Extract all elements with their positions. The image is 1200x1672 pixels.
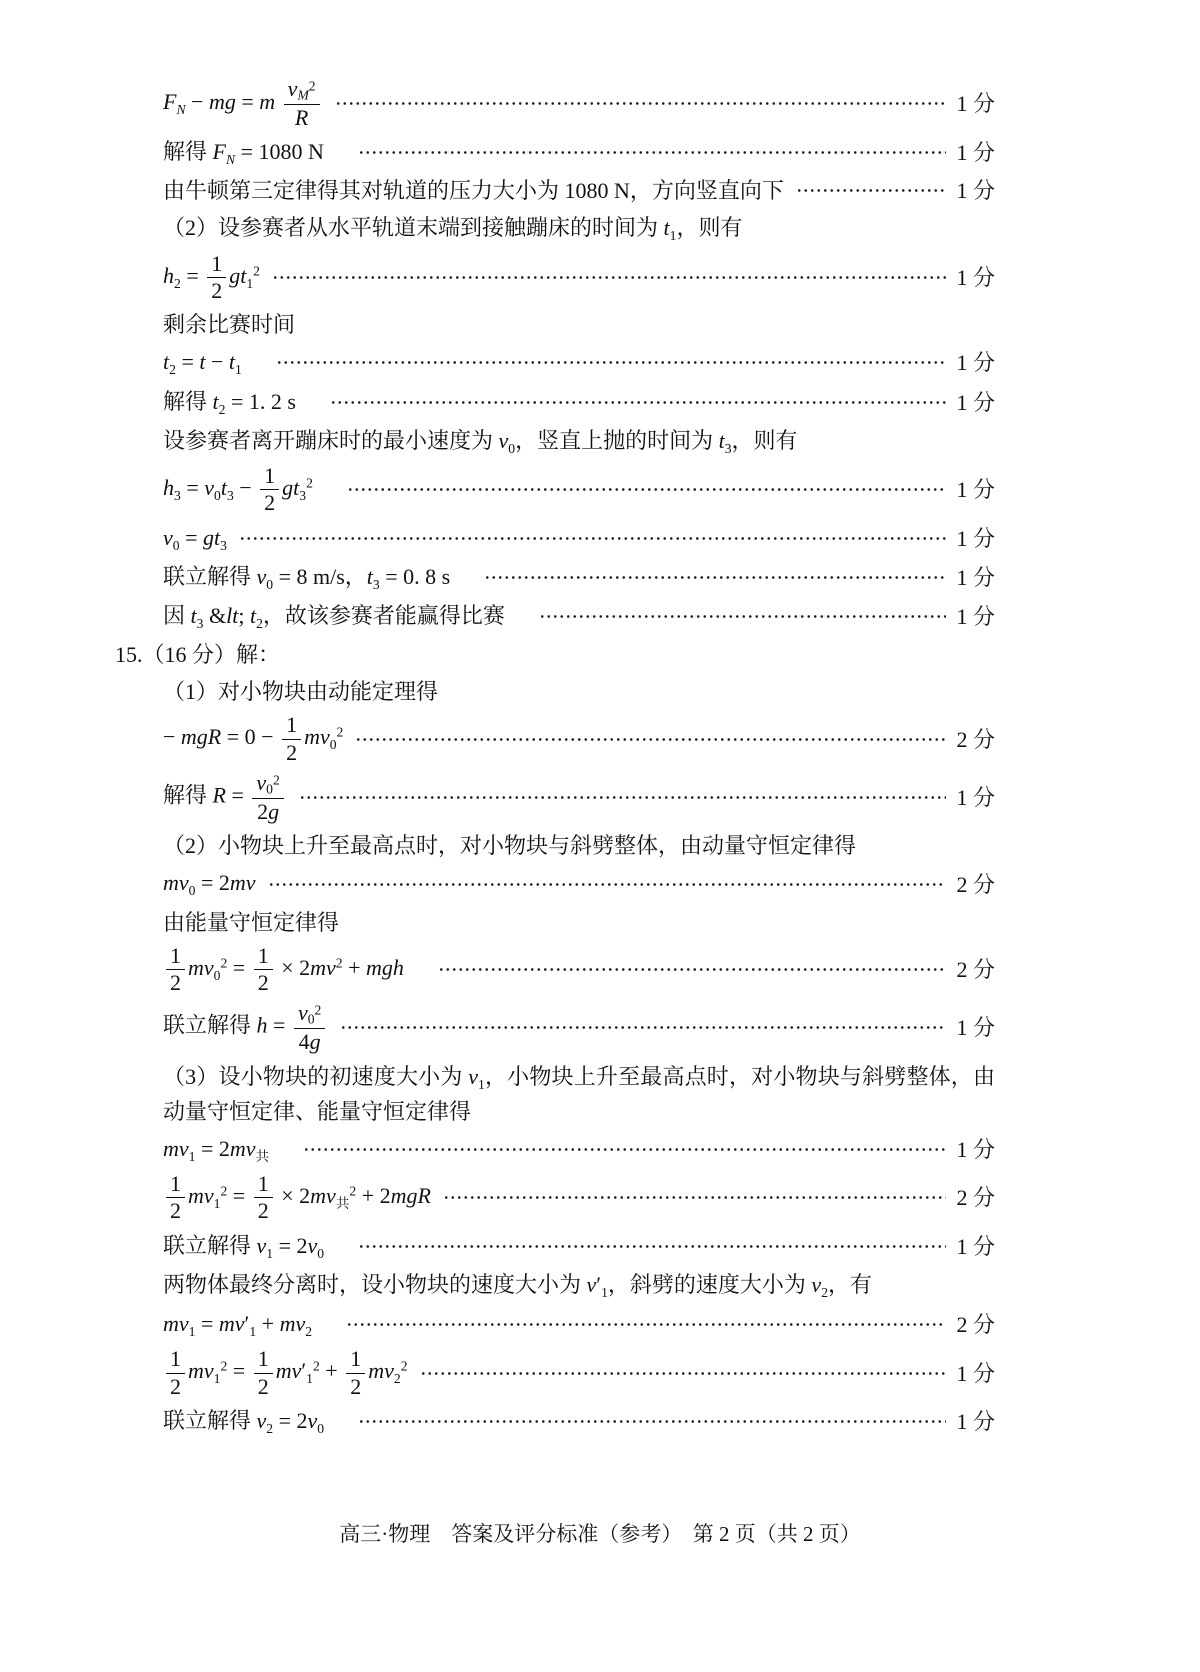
formula-text (163, 1404, 346, 1439)
answer-line (163, 675, 995, 708)
text-run: ，小物块上升至最高点时，对小物块与斜劈整体，由动量守恒定律、能量守恒定律得 (163, 1063, 995, 1124)
math-expression: $v_2$ (811, 1272, 828, 1300)
math-expression: $t_1$ (663, 215, 677, 244)
footer-text: 高三·物理 答案及评分标准（参考） 第 2 页（共 2 页） (339, 1521, 861, 1546)
math-expression: $t_3$ &lt; $t_2$ (190, 603, 263, 632)
math-expression: $v'_1$ (586, 1272, 608, 1300)
fraction: $\frac{1}{2}$ (260, 463, 279, 517)
math-expression: $t_3$ (366, 564, 380, 592)
formula-text (163, 135, 346, 170)
math-expression: $F_N$ − mg = m (163, 88, 276, 117)
text-run: 解得 (163, 782, 213, 808)
answer-line (115, 638, 995, 671)
answer-line (163, 1060, 995, 1128)
math-expression: $gt_3^2$ (282, 474, 313, 503)
score-label: 1 分 (956, 389, 995, 415)
math-expression: − mgR = 0 − (163, 724, 280, 750)
text-run: 由能量守恒定律得 (163, 909, 340, 935)
math-expression: × $2mv^2$ + mgh (275, 954, 404, 980)
math-expression: $gt_1^2$ (229, 262, 260, 291)
dotted-leader (299, 795, 947, 800)
answer-line (163, 560, 995, 595)
formula-text (163, 174, 784, 207)
dotted-leader (303, 1147, 946, 1152)
text-run: 解得 (163, 388, 213, 414)
math-expression: $t_2 = t - t_1$ (163, 349, 242, 378)
dotted-leader (276, 360, 947, 365)
fraction: $\frac{1}{2}$ (166, 1346, 185, 1400)
formula-text (163, 1064, 995, 1124)
dotted-leader (340, 1025, 946, 1030)
formula-text (163, 1000, 328, 1055)
fraction: $\frac{v_M^2}{R}$ (284, 76, 320, 131)
score-label: 1 分 (956, 350, 995, 376)
score-label: 1 分 (956, 1360, 995, 1386)
text-run: = 1080 N (235, 139, 346, 165)
math-expression: $mv_0^2$ = (188, 954, 251, 983)
text-run: ，有 (828, 1272, 873, 1297)
fraction: $\frac{v_0^2}{2g}$ (252, 770, 283, 825)
formula-text (163, 251, 260, 305)
answer-line (163, 1404, 995, 1439)
text-run: （1）对小物块由动能定理得 (163, 679, 439, 705)
score-label: 1 分 (956, 785, 995, 811)
answer-line (163, 866, 995, 901)
formula-text (163, 1132, 291, 1167)
math-expression: $h_3 = v_0t_3$ − (163, 474, 258, 503)
text-run: ，则有 (731, 427, 798, 453)
score-label: 1 分 (956, 1015, 995, 1041)
math-expression: $mv'_1^2$ + (275, 1358, 344, 1387)
math-expression: $v_1 = 2v_0$ (256, 1232, 325, 1261)
fraction: $\frac{1}{2}$ (254, 1346, 273, 1400)
text-run: 设参赛者离开蹦床时的最小速度为 (163, 427, 499, 453)
formula-text (163, 943, 426, 997)
formula-text (163, 312, 295, 337)
score-label: 1 分 (956, 178, 995, 204)
text-run: ，竖直上抛的时间为 (515, 427, 719, 453)
math-expression: $v_0$ (256, 564, 274, 592)
dotted-leader (355, 737, 946, 742)
formula-text (163, 770, 287, 825)
score-label: 1 分 (956, 565, 995, 591)
formula-text (163, 1307, 334, 1342)
answer-line (163, 251, 995, 305)
text-run: = 8 m/s， (273, 564, 367, 590)
formula-text (163, 712, 343, 766)
answer-line (163, 1346, 995, 1400)
text-run: 因 (163, 603, 191, 629)
dotted-leader (335, 101, 947, 106)
text-run: ，则有 (676, 215, 743, 241)
dotted-leader (268, 882, 947, 887)
answer-line (163, 135, 995, 170)
dotted-leader (539, 614, 947, 619)
answer-line (163, 385, 995, 420)
math-expression: R = (212, 782, 250, 808)
formula-text (163, 215, 743, 244)
text-run: （2）小物块上升至最高点时，对小物块与斜劈整体，由动量守恒定律得 (163, 833, 857, 859)
dotted-leader (272, 275, 947, 280)
fraction: $\frac{1}{2}$ (207, 251, 226, 305)
score-label: 2 分 (956, 726, 995, 752)
answer-line (163, 1171, 995, 1225)
fraction: $\frac{1}{2}$ (166, 1171, 185, 1225)
answer-line (163, 345, 995, 380)
answer-line (163, 424, 995, 459)
score-label: 2 分 (956, 871, 995, 897)
formula-text (163, 345, 264, 380)
text-run: 联立解得 (163, 564, 257, 590)
math-expression: $mv_1^2$ = (188, 1358, 251, 1387)
answer-line (163, 76, 995, 131)
text-run: ，故该参赛者能赢得比赛 (262, 603, 527, 629)
text-run: 两物体最终分离时，设小物块的速度大小为 (163, 1272, 587, 1297)
formula-text (163, 463, 335, 517)
math-expression: $F_N$ (212, 139, 236, 167)
formula-text (163, 866, 256, 901)
answer-line (163, 174, 995, 207)
score-label: 1 分 (956, 604, 995, 630)
formula-text (163, 1272, 873, 1300)
score-label: 1 分 (956, 1136, 995, 1162)
formula-text (163, 599, 527, 634)
fraction: $\frac{1}{2}$ (254, 1171, 273, 1225)
score-label: 1 分 (956, 525, 995, 551)
math-expression: $v_2 = 2v_0$ (256, 1408, 325, 1436)
text-run: 15.（16 分）解： (115, 642, 281, 668)
formula-text (163, 910, 339, 935)
math-expression: $mv_1 = mv'_1 + mv_2$ (163, 1311, 313, 1339)
text-run: 联立解得 (163, 1013, 257, 1039)
math-expression: × $2mv_共^2 + 2mgR$ (275, 1182, 431, 1211)
dotted-leader (346, 1322, 946, 1327)
score-label: 2 分 (956, 1185, 995, 1211)
text-run: 剩余比赛时间 (163, 312, 296, 338)
formula-text (163, 427, 798, 456)
score-label: 2 分 (956, 957, 995, 983)
score-label: 1 分 (956, 1233, 995, 1259)
answer-line (163, 943, 995, 997)
dotted-leader (438, 967, 947, 972)
math-expression: h = (256, 1013, 291, 1039)
answer-line (163, 906, 995, 939)
score-label: 1 分 (956, 477, 995, 503)
score-label: 2 分 (956, 1312, 995, 1338)
answer-line (163, 521, 995, 556)
text-run: = 0. 8 s (379, 564, 473, 590)
answer-line (163, 463, 995, 517)
math-expression: $t_3$ (718, 427, 732, 456)
math-expression: $v_1$ (468, 1063, 485, 1092)
math-expression: $v_0 = gt_3$ (163, 524, 227, 553)
dotted-leader (358, 150, 947, 155)
answer-line (163, 1307, 995, 1342)
dotted-leader (796, 188, 947, 193)
answer-line (163, 211, 995, 246)
formula-text (163, 385, 318, 420)
formula-text (163, 833, 856, 858)
math-expression: $mv_1^2$ = (188, 1182, 251, 1211)
score-label: 1 分 (956, 1409, 995, 1435)
formula-text (163, 76, 323, 131)
math-expression: $mv_0^2$ (304, 724, 344, 753)
page-footer (0, 1519, 1200, 1551)
math-expression: $mv_2^2$ (368, 1358, 408, 1387)
formula-text (163, 679, 438, 704)
fraction: $\frac{1}{2}$ (254, 943, 273, 997)
dotted-leader (358, 1419, 946, 1424)
dotted-leader (347, 487, 947, 492)
answer-line (163, 1000, 995, 1055)
math-expression: $t_2$ (212, 388, 226, 417)
dotted-leader (330, 400, 947, 405)
answer-line (163, 308, 995, 341)
answer-line (163, 1268, 995, 1303)
math-expression: $mv_0 = 2mv$ (163, 870, 256, 899)
fraction: $\frac{1}{2}$ (282, 712, 301, 766)
score-label: 1 分 (956, 140, 995, 166)
score-label: 1 分 (956, 91, 995, 117)
text-run: = 1. 2 s (225, 388, 318, 414)
text-run: （2）设参赛者从水平轨道末端到接触蹦床的时间为 (163, 215, 664, 241)
dotted-leader (239, 536, 947, 541)
text-run: 联立解得 (163, 1408, 257, 1434)
text-run: 由牛顿第三定律得其对轨道的压力大小为 1080 N，方向竖直向下 (163, 178, 784, 204)
score-label: 1 分 (956, 264, 995, 290)
formula-text (163, 1171, 431, 1225)
text-run: 联立解得 (163, 1232, 257, 1258)
answer-line (163, 1132, 995, 1167)
answer-line (163, 712, 995, 766)
formula-text (163, 560, 472, 595)
formula-text (115, 642, 280, 667)
dotted-leader (443, 1195, 947, 1200)
answer-line (163, 829, 995, 862)
formula-text (163, 521, 227, 556)
math-expression: $v_0$ (498, 427, 516, 456)
dotted-leader (420, 1371, 947, 1376)
fraction: $\frac{1}{2}$ (166, 943, 185, 997)
math-expression: $h_2$ = (163, 262, 205, 291)
formula-text (163, 1346, 408, 1400)
dotted-leader (484, 575, 946, 580)
answer-line (163, 599, 995, 634)
formula-text (163, 1229, 346, 1264)
text-run: （3）设小物块的初速度大小为 (163, 1063, 469, 1089)
answer-line (163, 1229, 995, 1264)
math-expression: $mv_1 = 2mv_共$ (163, 1135, 270, 1164)
text-run: 解得 (163, 139, 213, 165)
text-run: ，斜劈的速度大小为 (607, 1272, 812, 1297)
dotted-leader (358, 1244, 946, 1249)
answer-line (163, 770, 995, 825)
fraction: $\frac{v_0^2}{4g}$ (294, 1000, 325, 1055)
fraction: $\frac{1}{2}$ (346, 1346, 365, 1400)
answer-lines (115, 76, 995, 1439)
